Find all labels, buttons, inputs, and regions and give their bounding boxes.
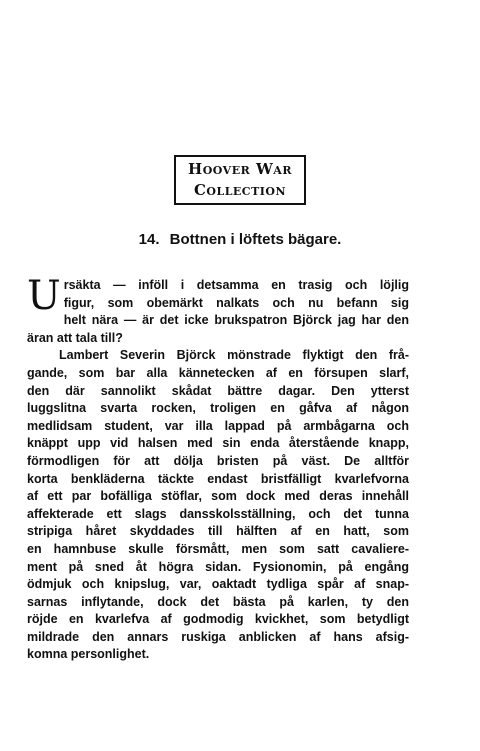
text-line: komna personlighet. — [27, 647, 150, 662]
chapter-heading — [0, 229, 480, 251]
text-line: röjde en kvarlefva af godmodig kvickhet, som betydligt — [27, 612, 409, 627]
text-line: gande, som bar alla kännetecken af en försupen slarf, — [27, 365, 409, 380]
drop-cap: U — [27, 273, 61, 319]
text-line: ment på sned åt högra sidan. Fysionomin, på engång — [27, 559, 409, 574]
chapter-title: Bottnen i löftets bägare. — [169, 231, 342, 248]
stamp-line-2: Collection — [193, 181, 287, 199]
text-line: medlidsam student, var illa lappad på armbågarna och — [27, 418, 409, 433]
text-line: Lambert Severin Björck mönstrade flyktigt den frå- — [59, 348, 409, 363]
text-line: helt nära — är det icke brukspatron Björck jag har den — [63, 313, 409, 328]
text-line: affekterade ett slags dansskolsställning, och det tunna — [27, 506, 409, 521]
library-stamp — [174, 155, 306, 205]
text-line: ödmjuk och knipslug, var, oaktadt tydliga spår af snap- — [27, 577, 409, 592]
text-line: af ett par bofälliga stöflar, som dock med deras innehåll — [27, 489, 409, 504]
paragraph-1 — [27, 273, 409, 347]
text-line: förmodligen för att dölja bristen på väst. De alltför — [27, 453, 409, 468]
paragraph-2 — [27, 347, 409, 664]
stamp-line-1: Hoover War — [188, 160, 292, 178]
text-line: en hamnbuse skulle försmått, men som satt cavaliere- — [27, 541, 409, 556]
text-line: mildrade den annars ruskiga anblicken af hans afsig- — [27, 629, 409, 644]
text-line: rsäkta — inföll i detsamma en trasig och löjlig — [63, 278, 409, 292]
text-line: äran att tala till? — [27, 330, 123, 345]
body-text — [27, 273, 409, 664]
chapter-number: 14. — [138, 231, 160, 248]
text-line: stripiga håret skyddades till hälften af en hatt, som — [27, 524, 409, 539]
text-line: figur, som obemärkt nalkats och nu befann sig — [63, 295, 409, 310]
text-line: sarnas inflytande, dock det bästa på karlen, ty den — [27, 594, 409, 609]
text-line: knäppt upp vid halsen med sin enda återstående knapp, — [27, 436, 409, 451]
text-line: korta benkläderna täckte endast bristfälligt kvarlefvorna — [27, 471, 409, 486]
text-line: luggslitna svarta rocken, troligen en gåfva af någon — [27, 401, 409, 416]
text-line: den där sannolikt skådat bättre dagar. Den ytterst — [27, 383, 409, 398]
